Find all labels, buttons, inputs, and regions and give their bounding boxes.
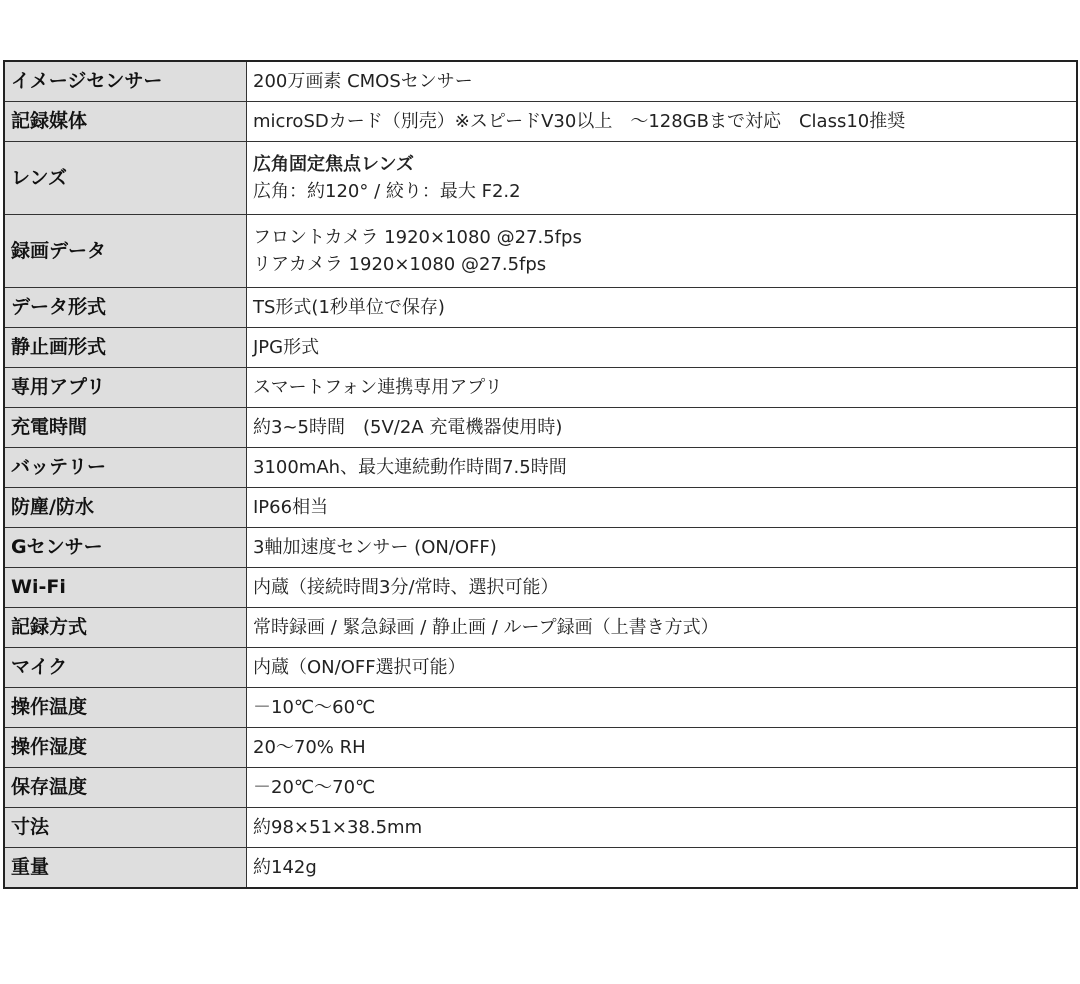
spec-value xyxy=(247,102,1078,142)
spec-label: 操作温度 xyxy=(4,688,247,728)
spec-value-line: microSDカード（別売）※スピードV30以上 ～128GBまで対応 Class10推奨 xyxy=(253,111,906,132)
spec-label: マイク xyxy=(4,648,247,688)
spec-value-line: －10℃～60℃ xyxy=(253,697,376,718)
spec-value xyxy=(247,728,1078,768)
spec-value xyxy=(247,488,1078,528)
spec-row xyxy=(4,608,1077,648)
spec-row xyxy=(4,328,1077,368)
spec-value xyxy=(247,408,1078,448)
spec-value xyxy=(247,688,1078,728)
spec-row xyxy=(4,61,1077,102)
spec-value xyxy=(247,528,1078,568)
spec-row xyxy=(4,648,1077,688)
spec-label: 操作湿度 xyxy=(4,728,247,768)
spec-row xyxy=(4,688,1077,728)
spec-row xyxy=(4,215,1077,288)
spec-value xyxy=(247,448,1078,488)
spec-row xyxy=(4,488,1077,528)
spec-row xyxy=(4,528,1077,568)
spec-row xyxy=(4,368,1077,408)
spec-row xyxy=(4,102,1077,142)
spec-value-line: リアカメラ 1920×1080 @27.5fps xyxy=(253,254,547,275)
spec-label: 記録方式 xyxy=(4,608,247,648)
spec-value-line: 内蔵（ON/OFF選択可能） xyxy=(253,657,466,678)
spec-row xyxy=(4,448,1077,488)
spec-value xyxy=(247,808,1078,848)
spec-label: 専用アプリ xyxy=(4,368,247,408)
spec-row xyxy=(4,568,1077,608)
spec-value xyxy=(247,288,1078,328)
spec-label: レンズ xyxy=(4,142,247,215)
spec-label: 防塵/防水 xyxy=(4,488,247,528)
spec-value-line: 広角：約120° / 絞り：最大 F2.2 xyxy=(253,181,521,202)
spec-label: 保存温度 xyxy=(4,768,247,808)
spec-value xyxy=(247,328,1078,368)
spec-label: バッテリー xyxy=(4,448,247,488)
spec-value xyxy=(247,142,1078,215)
spec-value-line: フロントカメラ 1920×1080 @27.5fps xyxy=(253,227,582,248)
spec-label: 充電時間 xyxy=(4,408,247,448)
spec-value-line: IP66相当 xyxy=(253,497,329,518)
spec-row xyxy=(4,288,1077,328)
spec-label: 寸法 xyxy=(4,808,247,848)
spec-value-line: 約3~5時間 (5V/2A 充電機器使用時) xyxy=(253,417,563,438)
spec-value-line: 広角固定焦点レンズ xyxy=(253,154,415,175)
spec-value-line: －20℃～70℃ xyxy=(253,777,376,798)
spec-row xyxy=(4,768,1077,808)
spec-value xyxy=(247,608,1078,648)
spec-label: 静止画形式 xyxy=(4,328,247,368)
spec-value-line: スマートフォン連携専用アプリ xyxy=(253,377,503,398)
spec-value xyxy=(247,648,1078,688)
spec-value-line: 約142g xyxy=(253,857,317,878)
spec-value xyxy=(247,215,1078,288)
spec-label: 重量 xyxy=(4,848,247,889)
spec-row xyxy=(4,848,1077,889)
spec-row xyxy=(4,808,1077,848)
spec-value-line: 200万画素 CMOSセンサー xyxy=(253,71,473,92)
spec-value-line: JPG形式 xyxy=(253,337,320,358)
spec-value xyxy=(247,848,1078,889)
spec-value xyxy=(247,568,1078,608)
spec-table xyxy=(3,60,1078,889)
spec-value xyxy=(247,368,1078,408)
spec-label: イメージセンサー xyxy=(4,61,247,102)
spec-value xyxy=(247,768,1078,808)
spec-value xyxy=(247,61,1078,102)
spec-value-line: 3軸加速度センサー (ON/OFF) xyxy=(253,537,497,558)
spec-label: 録画データ xyxy=(4,215,247,288)
spec-row xyxy=(4,408,1077,448)
spec-row xyxy=(4,728,1077,768)
spec-row xyxy=(4,142,1077,215)
spec-label: データ形式 xyxy=(4,288,247,328)
spec-label: 記録媒体 xyxy=(4,102,247,142)
spec-value-line: TS形式(1秒単位で保存) xyxy=(253,297,445,318)
spec-label: Wi-Fi xyxy=(4,568,247,608)
spec-label: Gセンサー xyxy=(4,528,247,568)
spec-value-line: 20～70% RH xyxy=(253,737,366,758)
spec-value-line: 内蔵（接続時間3分/常時、選択可能） xyxy=(253,577,559,598)
spec-value-line: 常時録画 / 緊急録画 / 静止画 / ループ録画（上書き方式） xyxy=(253,617,719,638)
spec-value-line: 3100mAh、最大連続動作時間7.5時間 xyxy=(253,457,567,478)
spec-value-line: 約98×51×38.5mm xyxy=(253,817,423,838)
